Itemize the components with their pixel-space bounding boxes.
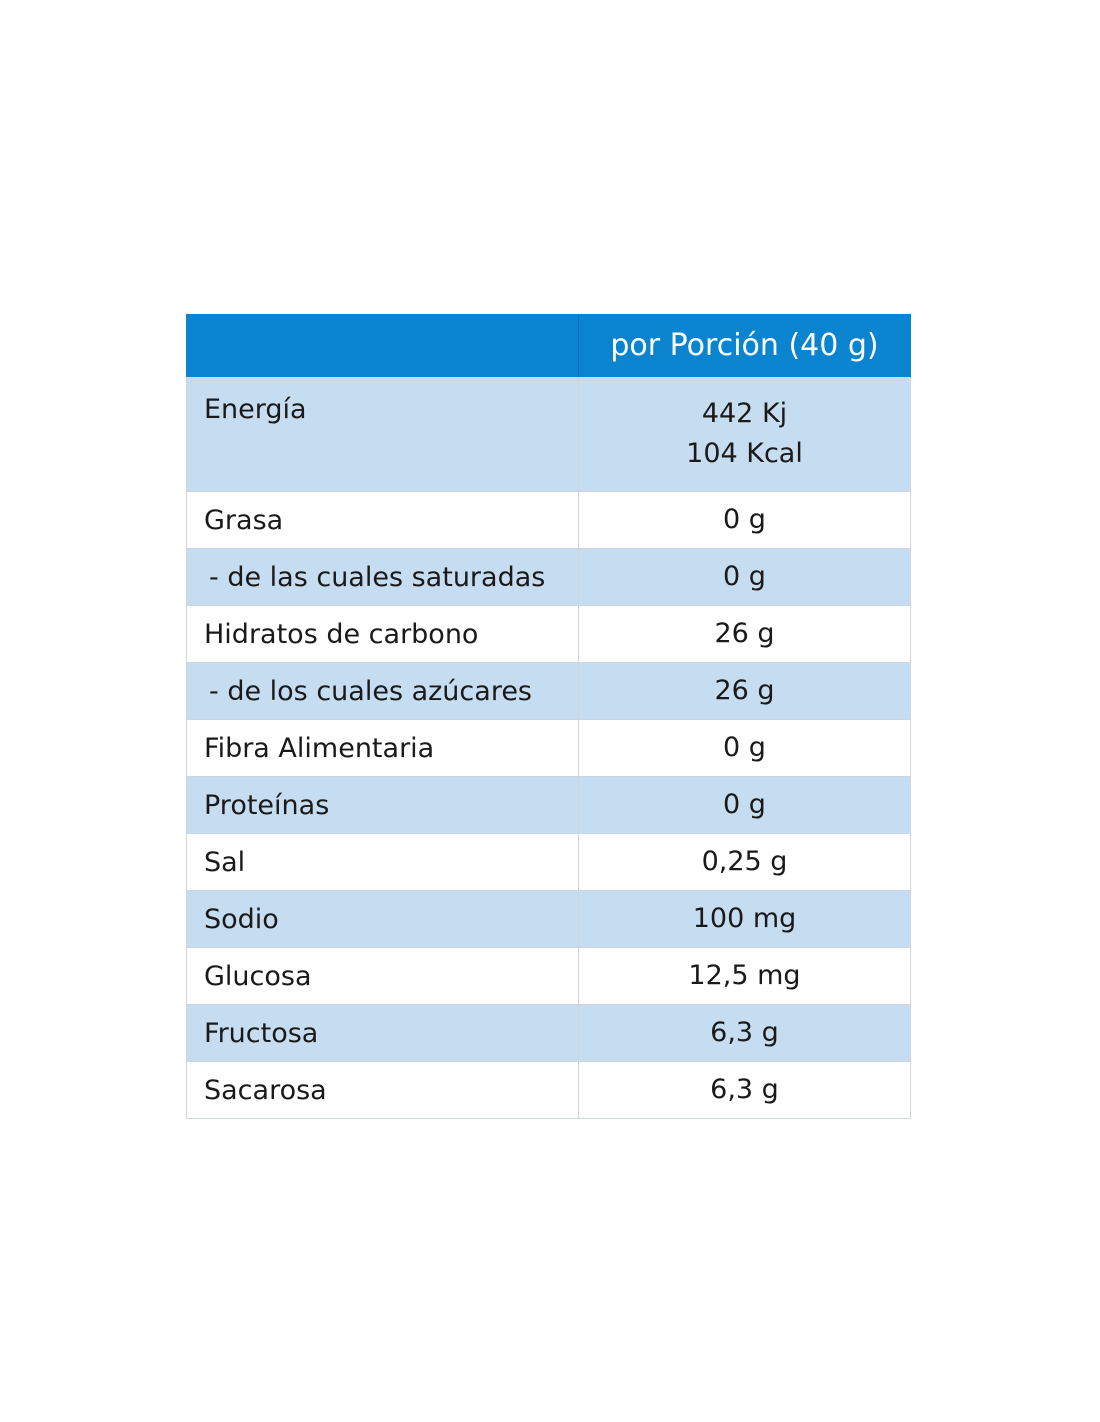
- table-row: [187, 549, 911, 606]
- row-value-hidratos: 26 g: [579, 606, 911, 663]
- row-value-azucares: 26 g: [579, 663, 911, 720]
- row-label-energia: Energía: [187, 377, 579, 492]
- nutrition-facts-table: [186, 314, 911, 1119]
- row-label-grasa: Grasa: [187, 492, 579, 549]
- row-value-sodio: 100 mg: [579, 891, 911, 948]
- header-label-cell: [187, 315, 579, 377]
- row-label-fructosa: Fructosa: [187, 1005, 579, 1062]
- table-row: [187, 606, 911, 663]
- row-value-proteinas: 0 g: [579, 777, 911, 834]
- energy-kcal-value: 104 Kcal: [686, 438, 803, 469]
- row-label-azucares: - de los cuales azúcares: [187, 663, 579, 720]
- row-label-sacarosa: Sacarosa: [187, 1062, 579, 1119]
- row-value-glucosa: 12,5 mg: [579, 948, 911, 1005]
- row-value-grasa: 0 g: [579, 492, 911, 549]
- row-label-saturadas: - de las cuales saturadas: [187, 549, 579, 606]
- table-row: [187, 834, 911, 891]
- row-label-fibra: Fibra Alimentaria: [187, 720, 579, 777]
- table-row: [187, 377, 911, 492]
- energy-kj-value: 442 Kj: [701, 398, 788, 429]
- table-row: [187, 1062, 911, 1119]
- row-label-glucosa: Glucosa: [187, 948, 579, 1005]
- row-value-sacarosa: 6,3 g: [579, 1062, 911, 1119]
- table-row: [187, 492, 911, 549]
- row-value-fibra: 0 g: [579, 720, 911, 777]
- table-row: [187, 663, 911, 720]
- row-value-sal: 0,25 g: [579, 834, 911, 891]
- table-row: [187, 720, 911, 777]
- table-row: [187, 948, 911, 1005]
- table-header-row: [187, 315, 911, 377]
- row-value-fructosa: 6,3 g: [579, 1005, 911, 1062]
- table-row: [187, 891, 911, 948]
- row-value-saturadas: 0 g: [579, 549, 911, 606]
- table-row: [187, 777, 911, 834]
- table-row: [187, 1005, 911, 1062]
- row-value-energia: [579, 377, 911, 492]
- row-label-sal: Sal: [187, 834, 579, 891]
- row-label-sodio: Sodio: [187, 891, 579, 948]
- header-per-portion: por Porción (40 g): [579, 315, 911, 377]
- row-label-proteinas: Proteínas: [187, 777, 579, 834]
- row-label-hidratos: Hidratos de carbono: [187, 606, 579, 663]
